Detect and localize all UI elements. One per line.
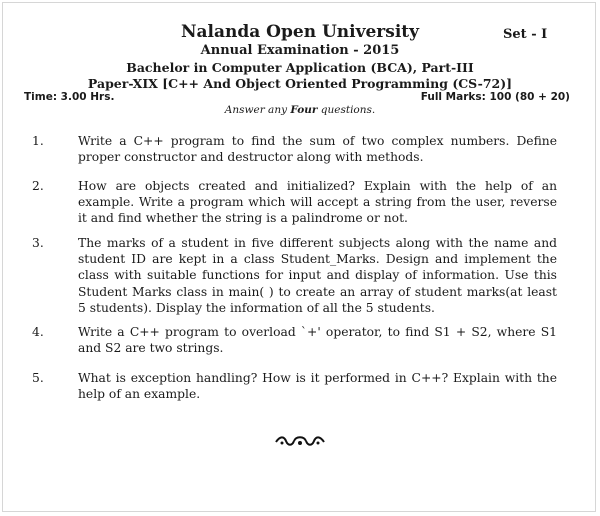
question-3 <box>32 235 557 316</box>
question-text: Write a C++ program to find the sum of two complex numbers. Define proper constructor and destructor along with methods. <box>78 134 557 165</box>
end-ornament-icon <box>270 433 330 449</box>
question-1 <box>32 133 557 165</box>
exam-title: Annual Examination - 2015 <box>200 43 400 58</box>
instruction-count: Four <box>290 104 318 116</box>
question-number: 1. <box>32 134 44 148</box>
instruction-prefix: Answer any <box>224 104 291 116</box>
question-text: What is exception handling? How is it performed in C++? Explain with the help of an example. <box>78 371 557 402</box>
question-number: 5. <box>32 371 44 385</box>
question-number: 3. <box>32 236 44 250</box>
instruction-suffix: questions. <box>317 104 376 116</box>
program-title: Bachelor in Computer Application (BCA), Part-III <box>126 60 474 75</box>
question-text: Write a C++ program to overload `+' operator, to find S1 + S2, where S1 and S2 are two strings. <box>78 325 557 356</box>
set-label: Set - I <box>503 27 548 42</box>
question-number: 4. <box>32 325 44 339</box>
question-number: 2. <box>32 179 44 193</box>
question-5 <box>32 370 557 402</box>
university-title: Nalanda Open University <box>180 22 420 42</box>
question-text: How are objects created and initialized? Explain with the help of an example. Write a program which will accept a string from the user, reverse it and find whether the string is a palindrome or not. <box>78 179 557 226</box>
question-text: The marks of a student in five different subjects along with the name and student ID are kept in a class Student_Marks. Design and implement the class with suitable functions for input and display of information. Use this Student Marks class in main( ) to create an array of student marks(at least 5 students). Display the information of all the 5 students. <box>78 236 557 315</box>
instruction <box>0 104 600 116</box>
question-2 <box>32 178 557 227</box>
question-4 <box>32 324 557 356</box>
paper-title: Paper-XIX [C++ And Object Oriented Programming (CS-72)] <box>87 76 513 91</box>
full-marks-label: Full Marks: 100 (80 + 20) <box>420 91 570 103</box>
time-label: Time: 3.00 Hrs. <box>24 91 115 103</box>
